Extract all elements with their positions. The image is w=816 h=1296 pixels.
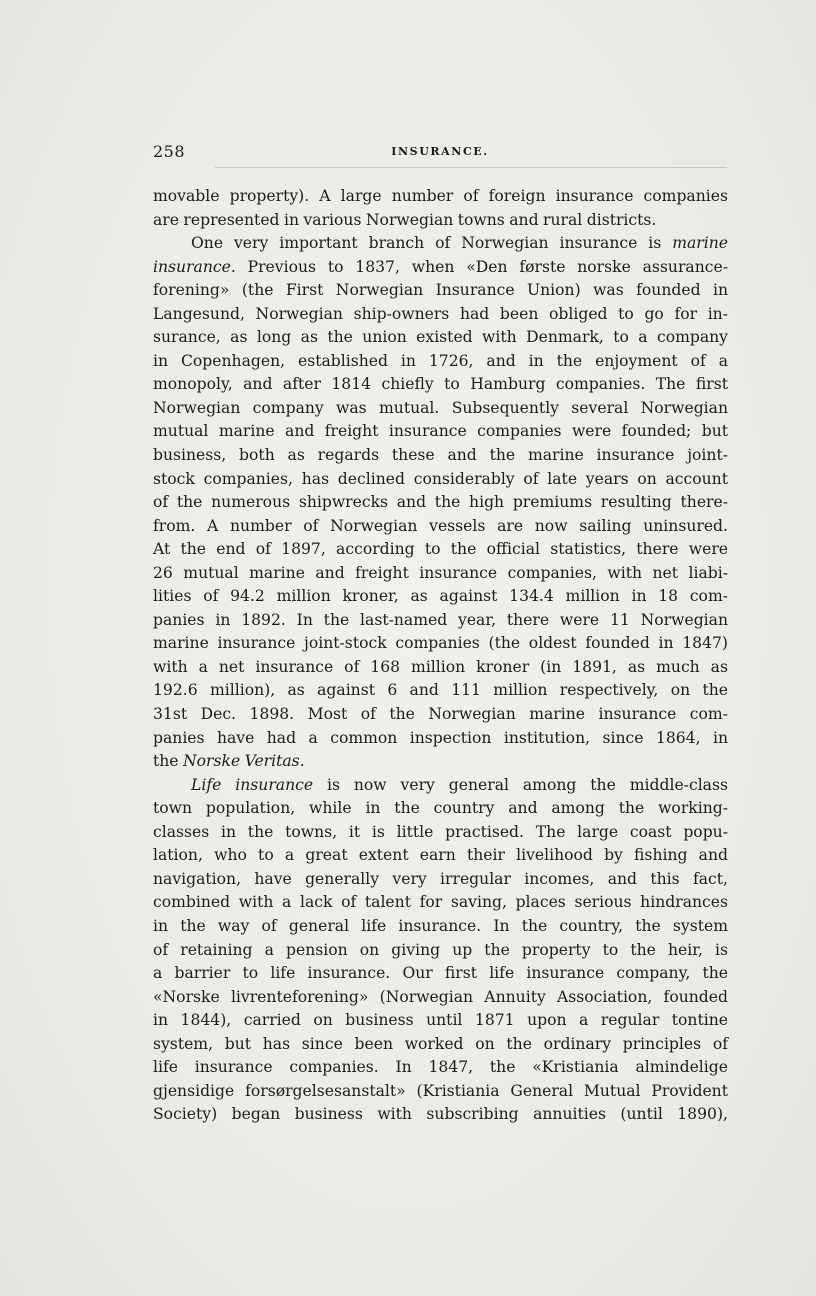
line-segment: Previous to 1837, when «Den første norske assurance- [235,257,728,276]
text-line: from. A number of Norwegian vessels are now sailing uninsured. [153,516,728,535]
text-line: panies in 1892. In the last-named year, there were 11 Norwegian [153,610,728,629]
text-line: 26 mutual marine and freight insurance companies, with net liabi- [153,563,728,582]
text-line: «Norske livrenteforening» (Norwegian Annuity Association, founded [153,987,728,1006]
text-line: movable property). A large number of foreign insurance companies [153,187,728,205]
page-header [153,142,727,164]
text-line: surance, as long as the union existed with Denmark, to a company [153,328,728,347]
text-line: in the way of general life insurance. In the country, the system [153,916,728,935]
text-line: in Copenhagen, established in 1726, and in the enjoyment of a [153,351,728,370]
text-line [153,256,728,280]
body-text [153,185,728,1127]
page-number: 258 [153,142,186,161]
text-line: navigation, have generally very irregular incomes, and this fact, [153,869,728,888]
line-segment: One very important branch of Norwegian insurance is [191,234,673,253]
italic-term: marine [672,234,728,253]
text-line: forening» (the First Norwegian Insurance Union) was founded in [153,281,728,300]
text-line: mutual marine and freight insurance companies were founded; but [153,422,728,441]
text-line: monopoly, and after 1814 chiefly to Hamburg companies. The first [153,375,728,394]
text-line: lities of 94.2 million kroner, as against 134.4 million in 18 com- [153,587,728,606]
header-rule [215,167,727,168]
text-line: Langesund, Norwegian ship-owners had been obliged to go for in- [153,304,728,323]
text-line: lation, who to a great extent earn their livelihood by fishing and [153,846,728,865]
text-line: a barrier to life insurance. Our first life insurance company, the [153,964,728,983]
text-line [153,232,728,256]
text-line [153,774,728,798]
running-head: INSURANCE. [391,145,489,158]
text-line: in 1844), carried on business until 1871 upon a regular tontine [153,1011,728,1030]
text-line: At the end of 1897, according to the official statistics, there were [153,540,728,559]
text-line: 192.6 million), as against 6 and 111 million respectively, on the [153,681,728,700]
italic-term: insurance. [153,257,236,276]
text-line: system, but has since been worked on the ordinary principles of [153,1034,728,1053]
text-line: life insurance companies. In 1847, the «Kristiania almindelige [153,1058,728,1077]
text-line: with a net insurance of 168 million kroner (in 1891, as much as [153,657,728,676]
text-line: combined with a lack of talent for saving, places serious hindrances [153,893,728,912]
text-line: business, both as regards these and the marine insurance joint- [153,446,728,465]
text-line: of the numerous shipwrecks and the high premiums resulting there- [153,493,728,512]
text-line: marine insurance joint-stock companies (the oldest founded in 1847) [153,634,728,653]
italic-term: Life insurance [191,775,314,794]
italic-term: Norske Veritas. [183,752,305,771]
text-line: are represented in various Norwegian towns and rural districts. [153,210,657,229]
line-segment: is now very general among the middle-class [313,775,728,794]
text-line: Norwegian company was mutual. Subsequently several Norwegian [153,398,728,417]
text-line: of retaining a pension on giving up the property to the heir, is [153,940,728,959]
text-line: 31st Dec. 1898. Most of the Norwegian marine insurance com- [153,705,728,724]
text-line [153,750,728,774]
text-line: Society) began business with subscribing annuities (until 1890), [153,1105,728,1124]
line-segment: the [153,752,183,771]
text-line: gjensidige forsørgelsesanstalt» (Kristiania General Mutual Provident [153,1081,728,1100]
text-line: classes in the towns, it is little practised. The large coast popu- [153,822,728,841]
text-line: town population, while in the country and among the working- [153,799,728,818]
text-line: stock companies, has declined considerably of late years on account [153,469,728,488]
text-line: panies have had a common inspection institution, since 1864, in [153,728,728,747]
